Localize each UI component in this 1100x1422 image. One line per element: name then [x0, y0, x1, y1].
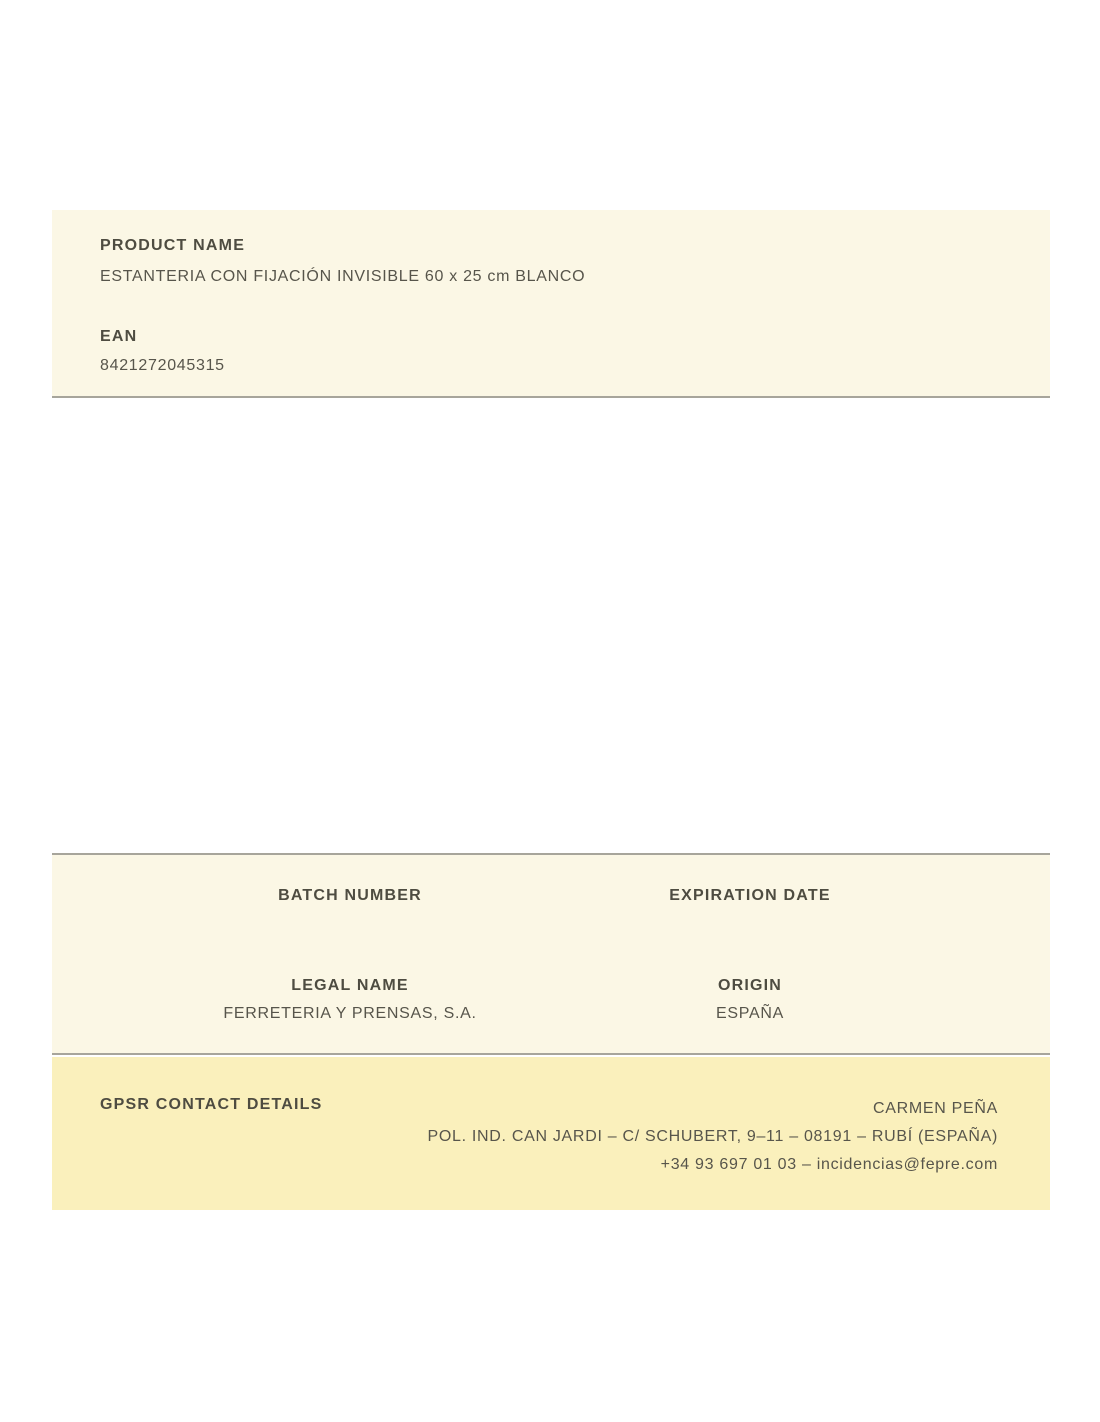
legal-name-label: LEGAL NAME	[291, 977, 409, 994]
origin-value: ESPAÑA	[716, 1005, 784, 1022]
origin-label: ORIGIN	[717, 977, 783, 994]
batch-origin-panel	[52, 853, 1050, 1055]
product-name-label: PRODUCT NAME	[100, 237, 246, 254]
product-info-panel	[52, 210, 1050, 398]
gpsr-contact-phone-email: +34 93 697 01 03 – incidencias@fepre.com	[660, 1156, 998, 1173]
gpsr-contact-address: POL. IND. CAN JARDI – C/ SCHUBERT, 9–11 – 08191 – RUBÍ (ESPAÑA)	[427, 1128, 998, 1145]
expiration-date-label: EXPIRATION DATE	[669, 887, 831, 904]
ean-label: EAN	[100, 328, 138, 345]
gpsr-contact-name: CARMEN PEÑA	[872, 1100, 998, 1117]
ean-value: 8421272045315	[100, 357, 225, 374]
legal-name-value: FERRETERIA Y PRENSAS, S.A.	[223, 1005, 477, 1022]
gpsr-contact-details-label: GPSR CONTACT DETAILS	[100, 1096, 323, 1113]
gpsr-contact-panel	[52, 1057, 1050, 1210]
batch-number-label: BATCH NUMBER	[278, 887, 422, 904]
product-name-value: ESTANTERIA CON FIJACIÓN INVISIBLE 60 x 25 cm BLANCO	[100, 268, 586, 285]
gpsr-contact-block	[427, 1095, 998, 1179]
